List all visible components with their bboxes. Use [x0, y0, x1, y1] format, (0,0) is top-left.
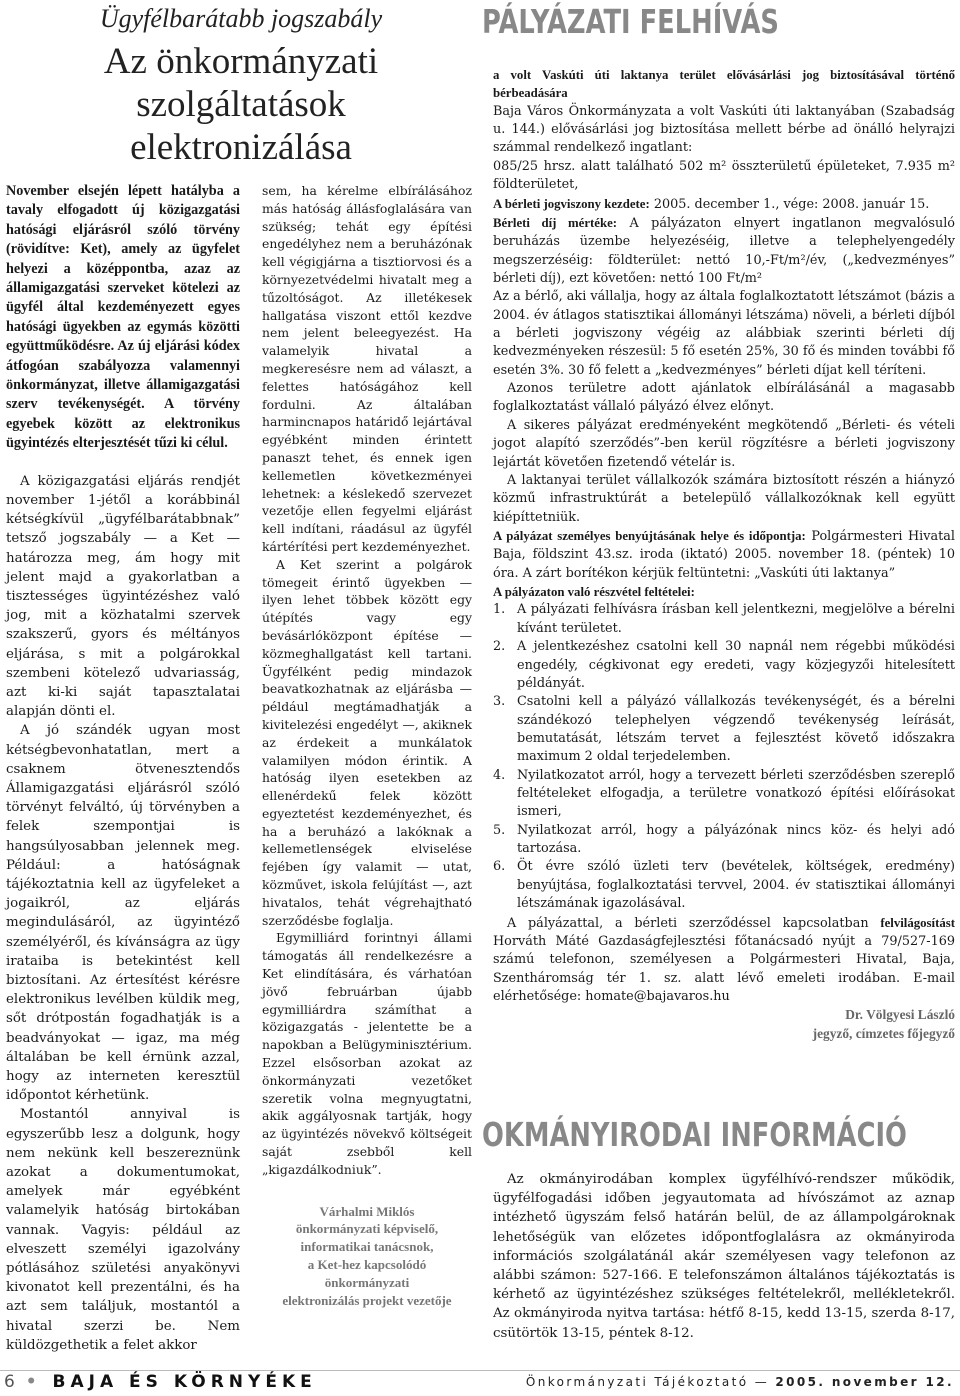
signature-line: Várhalmi Miklós: [319, 1203, 415, 1219]
footer-bullet: •: [25, 1372, 42, 1392]
condition-text: A pályázati felhívásra írásban kell jelentkezni, megjelölve a bérelni kívánt területet.: [517, 602, 955, 636]
condition-text: Öt évre szóló üzleti terv (bevételek, költségek, eredmény) benyújtása, foglalkoztatási tervvel, 2004. év statisztikai állományi létszámának igazolásával.: [517, 859, 955, 912]
footer-divider: [0, 1370, 960, 1371]
condition-text: Nyilatkozat arról, hogy a pályázónak nincs köz- és helyi adó tartozása.: [517, 822, 955, 857]
signature-line: önkormányzati képviselő,: [295, 1221, 439, 1237]
article-column-2: [262, 182, 472, 1360]
magazine-name: BAJA ÉS KÖRNYÉKE: [52, 1372, 317, 1392]
tender-paragraph: A sikeres pályázat eredményeként megkötendő „Bérleti- és vételi jogot alapító szerződés”-ben kerül rögzítésre a bérleti jogviszony lejártát követően fizetendő vételár is.: [493, 417, 955, 470]
tender-column: [493, 66, 955, 1051]
condition-number: 3.: [493, 694, 506, 710]
article-paragraph: Egymilliárd forintnyi állami támogatás áll rendelkezésre a Ket elindítására, és várhatóan jövő februárban újabb egymilliárdra számíthat a közigazgatás - jelentette be a napokban a Belügyminisztérium. Ezzel elsősorban azokat az önkormányzati vezetőket szeretik volna megnyugtatni, akik aggályosnak tartják, hogy az ügyintézés növekvő költségeit saját zsebből kell „kigazdálkodniuk”.: [262, 930, 472, 1177]
tender-intro: a volt Vaskúti úti laktanya terület elővásárlási jog biztosításával történő bérbeadására: [493, 68, 955, 101]
rent-value: A pályázaton elnyert ingatlanon megvalósuló beruházás üzembe helyezéséig, illetve a telephelyengedély megszerzéséig: földterület: nettó 10,-Ft/m²/év, („kedvezményes” bérleti díj), ezt követően: nettó 100 Ft/m²: [493, 215, 955, 286]
tender-rent: [493, 214, 955, 288]
condition-number: 2.: [493, 639, 506, 655]
article-lead: November elsején lépett hatályba a tavaly elfogadott új közigazgatási hatósági eljárásról szóló törvény (rövidítve: Ket), amely az ügyfelet helyezi a középpontba, azaz az államigazgatási szerveket kötelezi az ügyfél által kezdeményezett egyes hatósági ügyekben az egymás közötti együttműködésre. Az új eljárási kódex átfogóan szabályozza valamennyi önkormányzat, illetve államigazgatási szerv tevékenységét. A törvény egyebek között az elektronikus ügyintézés elterjesztését tűzi ki célul.: [6, 183, 240, 452]
signature-line: a Ket-hez kapcsolódó: [307, 1257, 427, 1273]
tender-paragraph: Azonos területre adott ajánlatok elbírálásánál a magasabb foglalkoztatást vállaló pályázó élvez előnyt.: [493, 381, 955, 415]
info-bold: felvilágosítást: [880, 915, 955, 930]
office-column: [493, 1170, 955, 1368]
condition-item: [493, 638, 955, 693]
condition-number: 6.: [493, 859, 506, 875]
footer-magazine: [4, 1372, 317, 1392]
tender-paragraph: Az a bérlő, aki vállalja, hogy az általa foglalkoztatott létszámot (bázis a 2004. év átlagos statisztikai állományi létszáma) növeli, a bérleti díjból a bérleti jogviszony végéig az alábbiak szerinti bérleti díj kedvezményeken részesül: 5 fő esetén 25%, 30 fő és minden további fő esetén 3%. 30 fő felett a „kedvezményes” bérleti díjat kell téríteni.: [493, 289, 955, 378]
article-paragraph: A jó szándék ugyan most kétségbevonhatatlan, mert a csaknem ötvenesztendős Államigazgatási eljárásról szóló törvényt felváltó, új törvényben a felek szempontjai is hangsúlyosabban jelennek meg. Például: a hatóságnak tájékoztatnia kell az ügyfeleket a jogaikról, az eljárás megindulásáról, az ügyintéző személyéről, és kívánságra az ügy irataiba is betekintést kell biztosítani. Az értesítést kérésre elektronikus levélben küldik meg, sőt drótpostán fogadhatják is a beadványokat — igaz, ma még általában be kell érnünk azzal, hogy az interneten keresztül időpontot kérhetünk.: [6, 723, 240, 1104]
lease-label: A bérleti jogviszony kezdete:: [493, 196, 650, 211]
tender-contact: [493, 914, 955, 1007]
condition-text: Csatolni kell a pályázó vállalkozás tevékenységét, és a bérelni szándékozó telephelyen végzendő tevékenység leírását, bemutatását, létszám tervet a fejlesztést követő időszakra maximum 2 oldal terjedelemben.: [517, 694, 955, 765]
conditions-title: A pályázaton való részvétel feltételei:: [493, 585, 695, 600]
article-paragraph: A Ket szerint a polgárok tömegeit érintő ügyekben — ilyen lehet többek között egy útépítés vagy egy bevásárlóközpont építése — közmeghallgatást kell tartani. Ügyfélként pedig mindazok beavatkozhatnak az eljárásba — például megtámadhatják a kivitelezési engedélyt —, akiknek az érdekeit a munkálatok valamilyen módon érintik. A hatóság ilyen esetekben az ellenérdekű felek között egyeztetést kezdeményezhet, és ha a beruházó a lakóknak a kellemetlenségek elviselése fejében így valamit — utat, közművet, iskola felújítást —, azt hivatalos, tehát végrehajtható szerződésbe foglalja.: [262, 556, 472, 928]
office-text: Az okmányirodában komplex ügyfélhívó-rendszer működik, ügyfélfogadási időben jegyautomata ad hívószámot az aznap intézhető ügyszám felső határán belül, de az állampolgároknak lehetőségük van előzetes időpontfoglalásra az okmányiroda információs szolgálatánál akár személyesen vagy telefonon az alábbi számon: 527-166. E telefonszámon általános tájékoztatás is kérhető az ügyintézéshez szükséges feltételekről, mellékletekről. Az okmányiroda nyitva tartása: hétfő 8-15, kedd 13-15, szerda 8-17, csütörtök 13-15, péntek 8-12.: [493, 1172, 955, 1341]
info-pre: A pályázattal, a bérleti szerződéssel kapcsolatban: [507, 915, 869, 931]
section-name: Önkormányzati Tájékoztató: [525, 1375, 749, 1389]
page-number: 6: [4, 1372, 15, 1392]
tender-lease: [493, 195, 955, 214]
tender-paragraph: 085/25 hrsz. alatt található 502 m² összterületű épületeket, 7.935 m² földterületet,: [493, 158, 955, 193]
article-kicker: Ügyfélbarátabb jogszabály: [99, 4, 383, 33]
tender-submission: [493, 527, 955, 583]
signature-line: önkormányzati: [324, 1274, 410, 1290]
condition-number: 1.: [493, 602, 506, 618]
condition-item: [493, 858, 955, 913]
article-paragraph: Mostantól annyival is egyszerűbb lesz a dolgunk, hogy nem nekünk kell beszereznünk azokat a dokumentumokat, amelyek már egyébként valamelyik hatóság birtokában vannak. Vagyis: például az elveszett személyi igazolvány pótlásához születési anyakönyvi kivonatot kell prezentálni, és ha azt sem találjuk, mostantól a hivatal szerzi be. Nem küldözgethetik a felet akkor: [6, 1107, 240, 1353]
condition-text: A jelentkezéshez csatolni kell 30 napnál nem régebbi működési engedély, cégkivonat egy eredeti, vagy közjegyzői hitelesített példányát.: [517, 639, 955, 691]
tender-paragraph: Baja Város Önkormányzata a volt Vaskúti úti laktanyában (Szabadság u. 144.) elővásárlási jog biztosítása mellett bérbe ad önálló helyrajzi számmal rendelkező ingatlant:: [493, 103, 955, 156]
article-paragraph: A közigazgatási eljárás rendjét november 1-jétől a korábbinál kétségkívül „ügyfélbarátabbnak” tetsző jogszabály — a Ket — határozza meg, ám hogy mit jelent majd a gyakorlatban a tisztességes ügyintézéshez való jog, mit a közhatalmi szervek szakszerű, gyors és méltányos eljárása, s mit a polgárokkal szembeni kötelező udvariasság, azt ki-ki saját tapasztalatai alapján dönti el.: [6, 473, 240, 720]
article-headline: Az önkormányzati szolgáltatások elektronizálása: [103, 41, 379, 168]
submission-value: Polgármesteri Hivatal Baja, földszint 43.sz. iroda (iktató) 2005. november 18. (péntek) 10 óra. A zárt borítékon kérjük feltüntetni: „Vaskúti úti laktanya”: [493, 528, 955, 581]
info-post: Horváth Máté Gazdaságfejlesztési főtanácsadó nyújt a 79/527-169 számú telefonon, személyesen a Polgármesteri Hivatal, Baja, Szentháromság tér 1. sz. alatt lévő emeleti irodában. E-mail elérhetősége: homate@bajavaros.hu: [493, 933, 955, 1004]
condition-item: [493, 601, 955, 638]
tender-title: PÁLYÁZATI FELHÍVÁS: [482, 2, 779, 41]
footer-section: [526, 1375, 954, 1389]
rent-label: Bérleti díj mértéke:: [493, 215, 618, 230]
article-paragraph: sem, ha kérelme elbírálásához más hatóság állásfoglalására van szükség; tehát egy építési engedélyhez nem a beruházónak kell végigjárna a tisztiorvosi és a környezetvédelmi hivatalt meg a tűzoltóságot. Az illetékesek hallgatása viszont ettől kezdve nem jelent beleegyezést. Ha valamelyik hivatal a megkeresésre nem ad választ, a felettes hatóságához kell fordulni. Az általában harmincnapos határidő lejártával egyébként minden érintett panaszt tehet, és ennek igen kellemetlen következményei lehetnek: a késlekedő szervezet vezetője ellen fegyelmi eljárást kell indítani, ráadásul az ügyfél kártérítési pert kezdeményezhet.: [262, 183, 472, 554]
tender-paragraph: A laktanyai terület vállalkozók számára biztosított részén a hiányzó közmű infrastruktúrát a betelepülő vállalkozóknak kell együtt kiépíttetniük.: [493, 472, 955, 525]
condition-item: [493, 822, 955, 859]
conditions-list: [493, 601, 955, 913]
office-title: OKMÁNYIRODAI INFORMÁCIÓ: [482, 1115, 907, 1154]
article-signature: [262, 1203, 472, 1310]
condition-item: [493, 693, 955, 766]
signature-line: informatikai tanácsnok,: [300, 1239, 434, 1255]
condition-text: Nyilatkozatot arról, hogy a tervezett bérleti szerződésben szereplő feltételeket elfogadja, a területre vonatkozó építési előírásokat ismeri,: [517, 767, 955, 820]
submission-label: A pályázat személyes benyújtásának helye és időpontja:: [493, 528, 806, 543]
tender-signature-title: jegyző, címzetes főjegyző: [812, 1025, 955, 1041]
issue-date: 2005. november 12.: [775, 1375, 954, 1389]
article-column-1: [6, 182, 240, 1360]
signature-line: elektronizálás projekt vezetője: [282, 1292, 452, 1308]
condition-item: [493, 767, 955, 822]
lease-value: 2005. december 1., vége: 2008. január 15.: [653, 196, 930, 212]
condition-number: 4.: [493, 767, 506, 783]
condition-number: 5.: [493, 822, 506, 838]
footer-dash: —: [754, 1375, 770, 1389]
tender-signature-name: Dr. Völgyesi László: [845, 1007, 955, 1023]
